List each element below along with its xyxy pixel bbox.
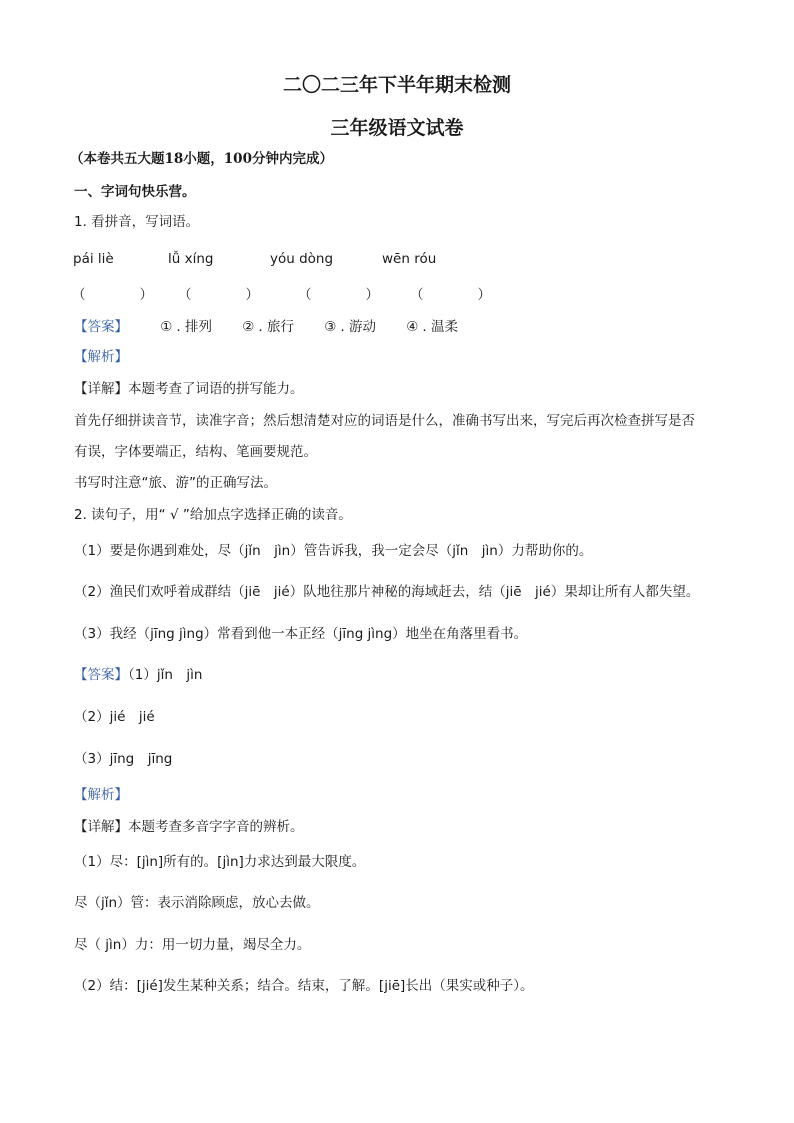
blank-3[interactable]: （ ） — [298, 287, 379, 303]
page-subtitle: 三年级语文试卷 — [330, 117, 464, 139]
pinyin-4: wēn róu — [382, 251, 437, 267]
q2-analysis-tag: 【解析】 — [74, 787, 128, 803]
q2-explain-2: 尽（jǐn）管：表示消除顾虑，放心去做。 — [74, 895, 320, 911]
answer-2: ② . 旅行 — [242, 319, 294, 335]
q1-stem: 1. 看拼音，写词语。 — [74, 214, 200, 230]
q1-analysis-tag: 【解析】 — [74, 349, 128, 365]
q1-answer-row — [74, 318, 458, 336]
q2-explain-3: 尽（ jìn）力：用一切力量，竭尽全力。 — [74, 937, 311, 953]
q2-sentence-1: （1）要是你遇到难处，尽（jǐn jìn）管告诉我，我一定会尽（jǐn jìn）力帮助你的。 — [74, 543, 593, 559]
q1-para-1: 首先仔细拼读音节，读准字音；然后想清楚对应的词语是什么，准确书写出来，写完后再次检查拼写是否 — [74, 413, 695, 429]
blank-4[interactable]: （ ） — [410, 287, 491, 303]
answer-tag: 【答案】 — [74, 319, 128, 335]
q2-sentence-3: （3）我经（jīng jìng）常看到他一本正经（jīng jìng）地坐在角落里看书。 — [74, 626, 528, 642]
pinyin-2: lǚ xíng — [168, 251, 214, 267]
blank-2[interactable]: （ ） — [178, 287, 259, 303]
q1-para-2: 有误，字体要端正，结构、笔画要规范。 — [74, 444, 317, 460]
q2-detail: 【详解】本题考查多音字字音的辨析。 — [74, 819, 304, 835]
answer-4: ④ . 温柔 — [406, 319, 458, 335]
q1-detail: 【详解】本题考查了词语的拼写能力。 — [74, 381, 304, 397]
answer-1: ① . 排列 — [160, 319, 212, 335]
page-title: 二〇二三年下半年期末检测 — [282, 74, 511, 96]
exam-note: （本卷共五大题18小题，100分钟内完成） — [70, 151, 333, 167]
q1-para-3: 书写时注意“旅、游”的正确写法。 — [74, 475, 277, 491]
q2-explain-1: （1）尽：[jìn]所有的。[jìn]力求达到最大限度。 — [74, 854, 366, 870]
q2-answer-3: （3）jīng jīng — [74, 751, 173, 767]
q2-stem: 2. 读句子，用“ √ ”给加点字选择正确的读音。 — [74, 507, 352, 523]
q2-explain-4: （2）结：[jié]发生某种关系；结合。结束，了解。[jiē]长出（果实或种子）。 — [74, 978, 534, 994]
blank-1[interactable]: （ ） — [72, 287, 153, 303]
section-heading: 一、字词句快乐营。 — [74, 184, 196, 200]
answer-tag: 【答案】 — [74, 667, 128, 683]
pinyin-3: yóu dòng — [270, 251, 334, 267]
q2-answer-2: （2）jié jié — [74, 709, 155, 725]
q2-answer-1: 【答案】（1）jǐn jìn — [74, 667, 203, 683]
answer-3: ③ . 游动 — [324, 319, 376, 335]
pinyin-1: pái liè — [73, 251, 114, 267]
q2-sentence-2: （2）渔民们欢呼着成群结（jiē jié）队地往那片神秘的海域赶去，结（jiē jié）果却让所有人都失望。 — [74, 584, 700, 600]
